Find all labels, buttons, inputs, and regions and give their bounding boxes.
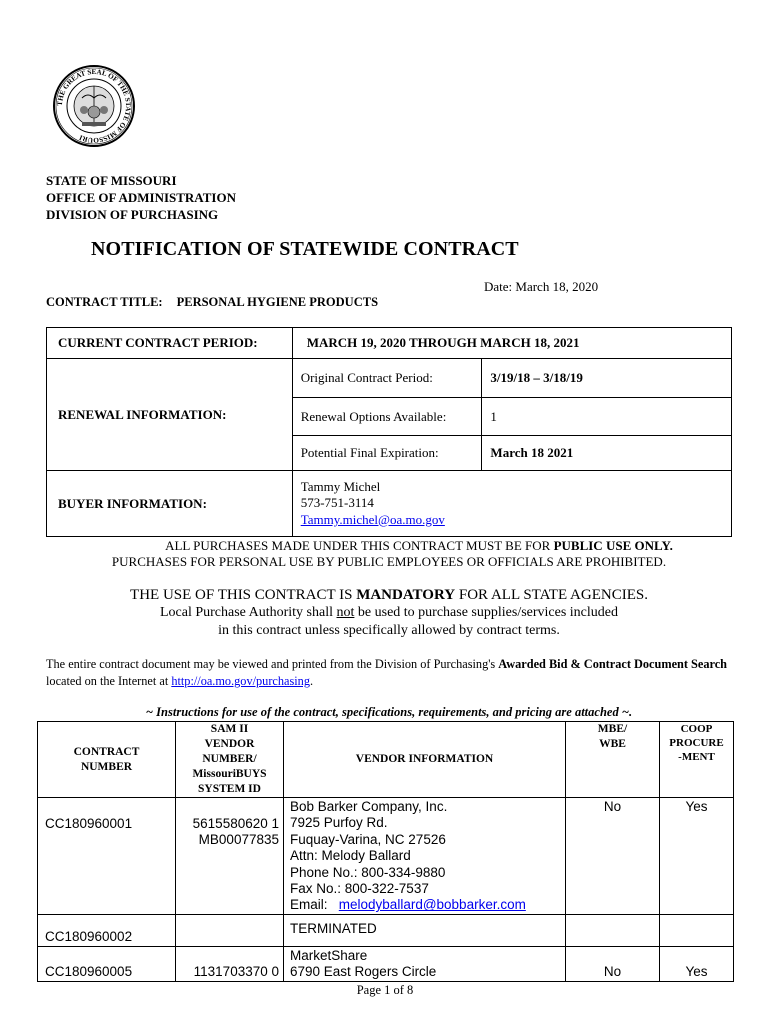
coop-cell: Yes [660,946,734,981]
original-period-label: Original Contract Period: [292,359,482,398]
sam-vendor-number: 5615580620 1 [192,816,279,831]
renewal-options-value: 1 [482,398,732,436]
purchasing-website-link[interactable]: http://oa.mo.gov/purchasing [171,674,310,688]
vendor-info-cell [284,946,566,981]
document-notice-mid: located on the Internet at [46,674,172,688]
mandatory-text-pre: THE USE OF THIS CONTRACT IS [130,587,357,603]
document-notice-end: . [309,674,314,688]
vendor-phone: Phone No.: 800-334-9880 [290,864,446,880]
svg-text:THE GREAT SEAL OF THE STATE OF: THE GREAT SEAL OF THE STATE OF MISSOURI [55,67,133,145]
contract-info-table [46,327,732,537]
vendor-attn: Attn: Melody Ballard [290,848,411,864]
final-expiration-value: March 18 2021 [482,436,732,471]
vendor-name: Bob Barker Company, Inc. [290,799,448,814]
mandatory-emphasis: MANDATORY [356,587,456,603]
document-title: NOTIFICATION OF STATEWIDE CONTRACT [91,238,519,260]
coop-cell [660,914,734,946]
original-period-value: 3/19/18 – 3/18/19 [482,359,732,398]
buyer-phone: 573-751-3114 [300,495,374,511]
header-vendor-info: VENDOR INFORMATION [284,722,566,798]
local-authority-line3: in this contract unless specifically allowed by contract terms. [218,623,560,638]
contract-number-cell: CC180960001 [38,798,176,915]
state-seal-logo [52,64,136,148]
current-period-value: MARCH 19, 2020 THROUGH MARCH 18, 2021 [292,328,731,359]
table-row [38,914,734,946]
vendor-street: 6790 East Rogers Circle [290,964,437,980]
agency-state: STATE OF MISSOURI [46,173,177,188]
buyer-info-label: BUYER INFORMATION: [47,471,293,537]
contract-title-label: CONTRACT TITLE: [46,295,163,309]
vendor-email-link[interactable]: melodyballard@bobbarker.com [338,897,526,913]
mandatory-text-post: FOR ALL STATE AGENCIES. [455,587,648,603]
header-sam-line1: SAM II [210,723,249,735]
header-contract-number: CONTRACT NUMBER [38,722,176,798]
document-notice-text: The entire contract document may be viewed and printed from the Division of Purchasing's [46,657,499,671]
contract-number-cell: CC180960002 [38,914,176,946]
buyer-info [292,471,731,537]
agency-office: OFFICE OF ADMINISTRATION [46,190,236,205]
sam-vendor-cell [176,914,284,946]
agency-division: DIVISION OF PURCHASING [46,207,219,222]
header-sam-line2: VENDOR [204,738,255,750]
table-row [38,798,734,915]
vendor-email-label: Email: [290,897,328,913]
header-coop-line3: -MENT [678,751,715,763]
contract-number-cell: CC180960005 [38,946,176,981]
renewal-options-label: Renewal Options Available: [292,398,482,436]
instructions-note: ~ Instructions for use of the contract, specifications, requirements, and pricing are attached ~. [145,705,633,719]
vendor-city: Fuquay-Varina, NC 27526 [290,831,446,847]
table-row [38,946,734,981]
header-sam-line3: NUMBER/ [202,753,257,765]
personal-use-prohibited: PURCHASES FOR PERSONAL USE BY PUBLIC EMPLOYEES OR OFFICIALS ARE PROHIBITED. [111,554,667,569]
public-use-text: ALL PURCHASES MADE UNDER THIS CONTRACT MUST BE FOR [165,538,554,553]
coop-cell: Yes [660,798,734,915]
awarded-bid-search: Awarded Bid & Contract Document Search [498,657,728,671]
renewal-info-label: RENEWAL INFORMATION: [47,359,293,471]
contract-document-notice [46,656,736,690]
local-authority-pre: Local Purchase Authority shall [159,605,337,620]
vendor-table [37,721,734,982]
buyer-email-link[interactable]: Tammy.michel@oa.mo.gov [300,511,445,527]
contract-title-value: PERSONAL HYGIENE PRODUCTS [176,295,379,309]
final-expiration-label: Potential Final Expiration: [292,436,482,471]
header-coop-line2: PROCURE [669,737,724,749]
vendor-table-header [38,722,734,798]
vendor-info-cell: TERMINATED [284,914,566,946]
mbe-wbe-cell [566,914,660,946]
mandatory-notice [46,586,732,640]
missouribuys-id: MB00077835 [198,832,279,848]
public-use-emphasis: PUBLIC USE ONLY. [553,538,673,553]
header-coop-procurement [660,722,734,798]
header-coop-line1: COOP [680,723,713,735]
header-mbe-line2: WBE [599,738,626,750]
contract-title [46,295,378,310]
public-use-notice [46,538,732,570]
local-authority-post: be used to purchase supplies/services included [354,605,618,620]
mbe-wbe-cell: No [566,946,660,981]
document-date: Date: March 18, 2020 [484,279,599,294]
vendor-name: MarketShare [290,947,368,963]
sam-vendor-cell: 1131703370 0 [176,946,284,981]
header-mbe-line1: MBE/ [597,723,628,735]
header-sam-vendor-number [176,722,284,798]
sam-vendor-cell [176,798,284,915]
agency-heading [46,172,236,223]
header-sam-line4: MissouriBUYS [192,768,267,780]
header-mbe-wbe [566,722,660,798]
vendor-fax: Fax No.: 800-322-7537 [290,881,429,897]
header-sam-line5: SYSTEM ID [198,783,261,795]
current-period-label: CURRENT CONTRACT PERIOD: [47,328,293,359]
local-authority-not: not [336,605,355,620]
mbe-wbe-cell: No [566,798,660,915]
vendor-info-cell [284,798,566,915]
page-number: Page 1 of 8 [356,983,414,997]
buyer-name: Tammy Michel [300,478,381,494]
vendor-street: 7925 Purfoy Rd. [290,815,388,831]
